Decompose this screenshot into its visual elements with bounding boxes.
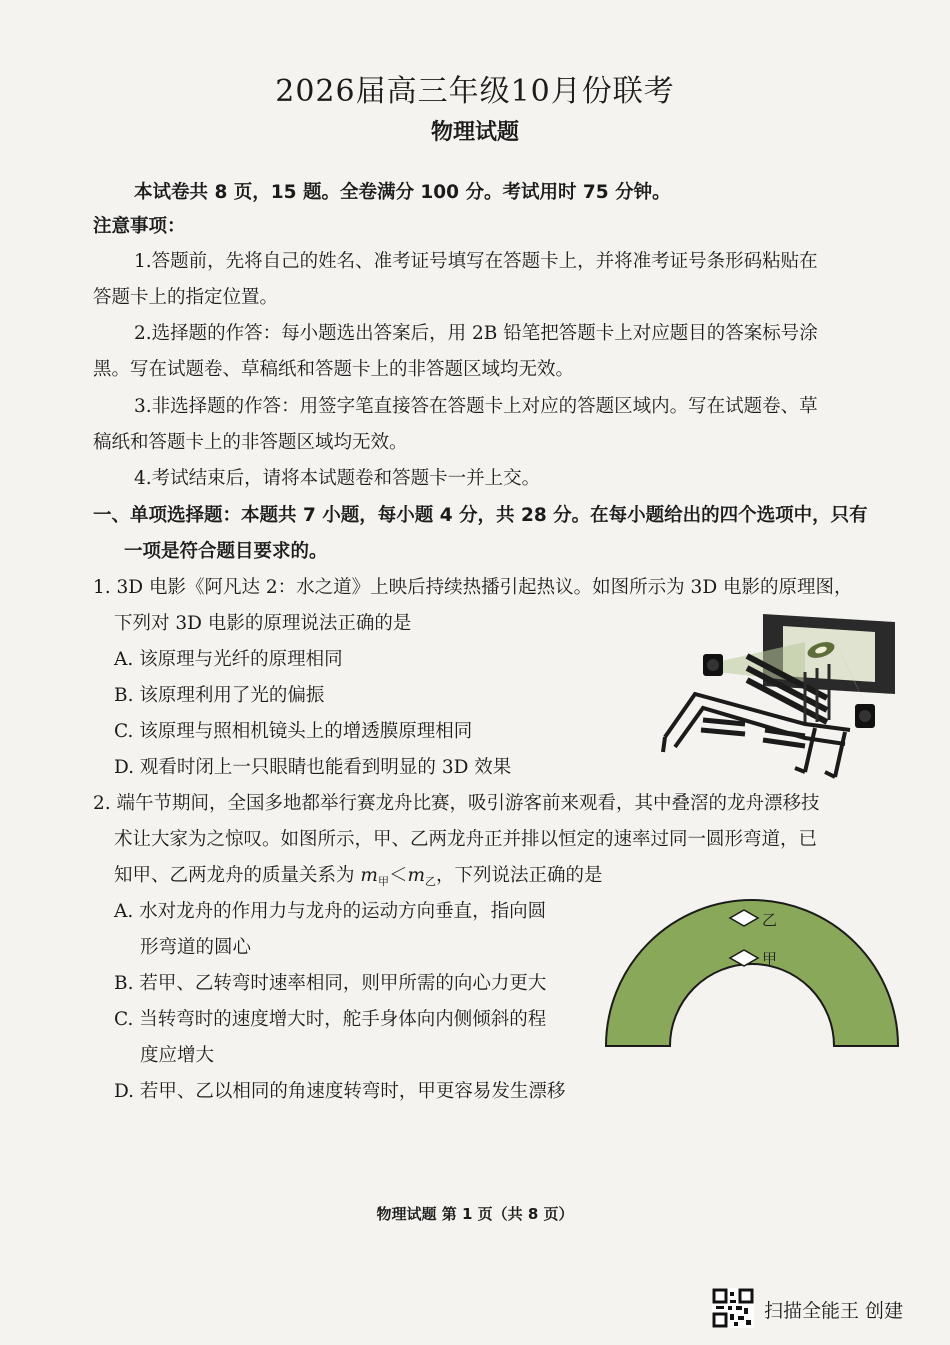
notice-item-2-line-1: 2.选择题的作答：每小题选出答案后，用 2B 铅笔把答题卡上对应题目的答案标号涂: [134, 323, 818, 344]
q2-stem-line-3-pre: 知甲、乙两龙舟的质量关系为: [114, 865, 361, 886]
notice-item-3-line-1: 3.非选择题的作答：用签字笔直接答在答题卡上对应的答题区域内。写在试题卷、草: [134, 396, 818, 417]
q2-option-d: D. 若甲、乙以相同的角速度转弯时，甲更容易发生漂移: [114, 1081, 566, 1102]
page-footer: 物理试题 第 1 页（共 8 页）: [376, 1205, 574, 1223]
q2-option-a-line-1: A. 水对龙舟的作用力与龙舟的运动方向垂直，指向圆: [114, 901, 547, 922]
curved-waterway-figure: [602, 890, 902, 1055]
q2-option-c-line-1: C. 当转弯时的速度增大时，舵手身体向内侧倾斜的程: [114, 1009, 547, 1030]
q1-option-d: D. 观看时闭上一只眼睛也能看到明显的 3D 效果: [114, 757, 512, 778]
section-1-heading-line-2: 一项是符合题目要求的。: [124, 541, 328, 562]
exam-title: 2026届高三年级10月份联考: [275, 74, 675, 109]
boat-jia-label: 甲: [762, 950, 778, 968]
q2-stem-line-3-post: ，下列说法正确的是: [436, 865, 603, 886]
qr-code-icon: [712, 1288, 754, 1328]
q1-stem-line-2: 下列对 3D 电影的原理说法正确的是: [114, 613, 412, 634]
notice-item-4: 4.考试结束后，请将本试题卷和答题卡一并上交。: [134, 468, 541, 489]
notice-heading: 注意事项：: [93, 216, 186, 237]
q2-option-b: B. 若甲、乙转弯时速率相同，则甲所需的向心力更大: [114, 973, 547, 994]
q2-option-c-line-2: 度应增大: [140, 1045, 215, 1066]
q1-stem-line-1: 1. 3D 电影《阿凡达 2：水之道》上映后持续热播引起热议。如图所示为 3D 电影的原理图，: [93, 577, 853, 598]
boat-yi-label: 乙: [762, 911, 778, 929]
notice-item-2-line-2: 黑。写在试题卷、草稿纸和答题卡上的非答题区域均无效。: [93, 359, 575, 380]
subscript-jia: 甲: [377, 875, 389, 888]
subscript-yi: 乙: [425, 875, 436, 888]
mass-symbol-yi: m: [407, 865, 425, 886]
section-1-heading-line-1: 一、单项选择题：本题共 7 小题，每小题 4 分，共 28 分。在每小题给出的四个选项中，只有: [93, 505, 868, 526]
notice-item-1-line-1: 1.答题前，先将自己的姓名、准考证号填写在答题卡上，并将准考证号条形码粘贴在: [134, 251, 818, 272]
q1-option-a: A. 该原理与光纤的原理相同: [114, 649, 343, 670]
3d-movie-principle-figure: [655, 612, 905, 782]
exam-subtitle: 物理试题: [430, 120, 519, 145]
q1-option-b: B. 该原理利用了光的偏振: [114, 685, 325, 706]
scanner-credit-text: 扫描全能王 创建: [764, 1300, 904, 1322]
exam-intro: 本试卷共 8 页，15 题。全卷满分 100 分。考试用时 75 分钟。: [134, 182, 671, 203]
scanner-watermark: [712, 1288, 932, 1328]
q2-stem-line-2: 术让大家为之惊叹。如图所示，甲、乙两龙舟正并排以恒定的速率过同一圆形弯道，已: [114, 829, 818, 850]
less-than-sign: ＜: [388, 865, 408, 886]
mass-symbol-jia: m: [360, 865, 378, 886]
notice-item-1-line-2: 答题卡上的指定位置。: [93, 287, 279, 308]
q2-stem-line-1: 2. 端午节期间，全国多地都举行赛龙舟比赛，吸引游客前来观看，其中叠滘的龙舟漂移技: [93, 793, 820, 814]
q2-option-a-line-2: 形弯道的圆心: [140, 937, 252, 958]
q2-stem-line-3: [114, 863, 603, 891]
notice-item-3-line-2: 稿纸和答题卡上的非答题区域均无效。: [93, 432, 408, 453]
q1-option-c: C. 该原理与照相机镜头上的增透膜原理相同: [114, 721, 473, 742]
